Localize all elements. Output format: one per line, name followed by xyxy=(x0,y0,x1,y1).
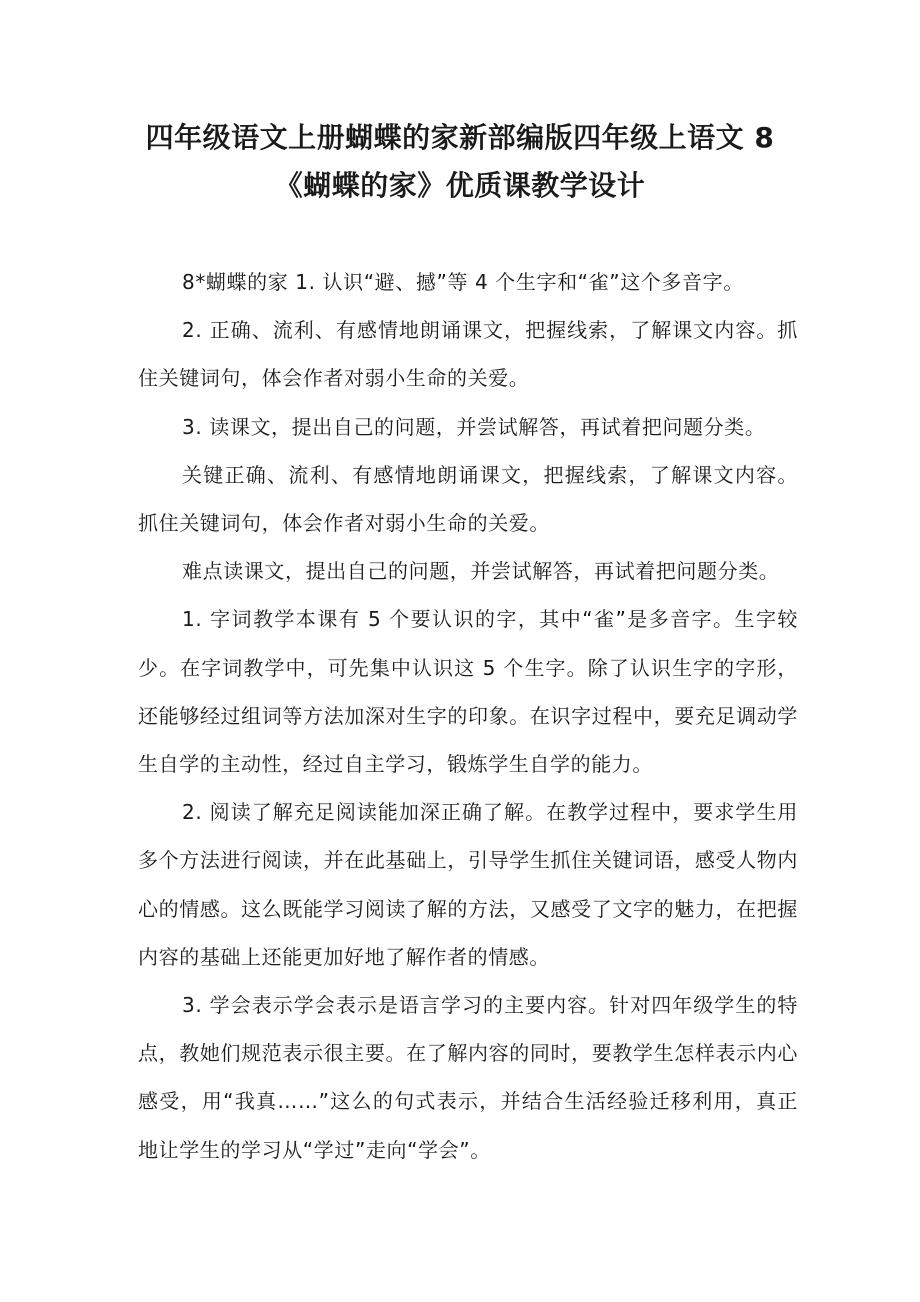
paragraph-vocabulary-teaching: 1. 字词教学本课有 5 个要认识的字，其中“雀”是多音字。生字较少。在字词教学中，可先集中认识这 5 个生字。除了认识生字的字形，还能够经过组词等方法加深对生字的印象。在识字过程中，要充足调动学生自学的主动性，经过自主学习，锻炼学生自学的能力。 xyxy=(138,607,798,777)
document-title-line-2: 《蝴蝶的家》优质课教学设计 xyxy=(274,169,646,202)
document-body xyxy=(138,258,798,1174)
paragraph-objective-3: 3. 读课文，提出自己的问题，并尝试解答，再试着把问题分类。 xyxy=(182,414,766,439)
paragraph-reading-comprehension: 2. 阅读了解充足阅读能加深正确了解。在教学过程中，要求学生用多个方法进行阅读，并在此基础上，引导学生抓住关键词语，感受人物内心的情感。这么既能学习阅读了解的方法，又感受了文字的魅力，在把握内容的基础上还能更加好地了解作者的情感。 xyxy=(138,800,798,969)
document-title-line-1: 四年级语文上册蝴蝶的家新部编版四年级上语文 8 xyxy=(145,121,775,154)
paragraph-objective-2: 2. 正确、流利、有感情地朗诵课文，把握线索，了解课文内容。抓住关键词句，体会作者对弱小生命的关爱。 xyxy=(138,318,798,391)
paragraph-objective-1: 8*蝴蝶的家 1. 认识“避、撼”等 4 个生字和“雀”这个多音字。 xyxy=(182,270,744,294)
paragraph-key-points: 关键正确、流利、有感情地朗诵课文，把握线索，了解课文内容。抓住关键词句，体会作者对弱小生命的关爱。 xyxy=(138,462,798,536)
paragraph-difficulties: 难点读课文，提出自己的问题，并尝试解答，再试着把问题分类。 xyxy=(182,559,780,584)
paragraph-expression: 3. 学会表示学会表示是语言学习的主要内容。针对四年级学生的特点，教她们规范表示很主要。在了解内容的同时，要教学生怎样表示内心感受，用“我真……”这么的句式表示，并结合生活经验迁移利用，真正地让学生的学习从“学过”走向“学会”。 xyxy=(138,993,798,1162)
